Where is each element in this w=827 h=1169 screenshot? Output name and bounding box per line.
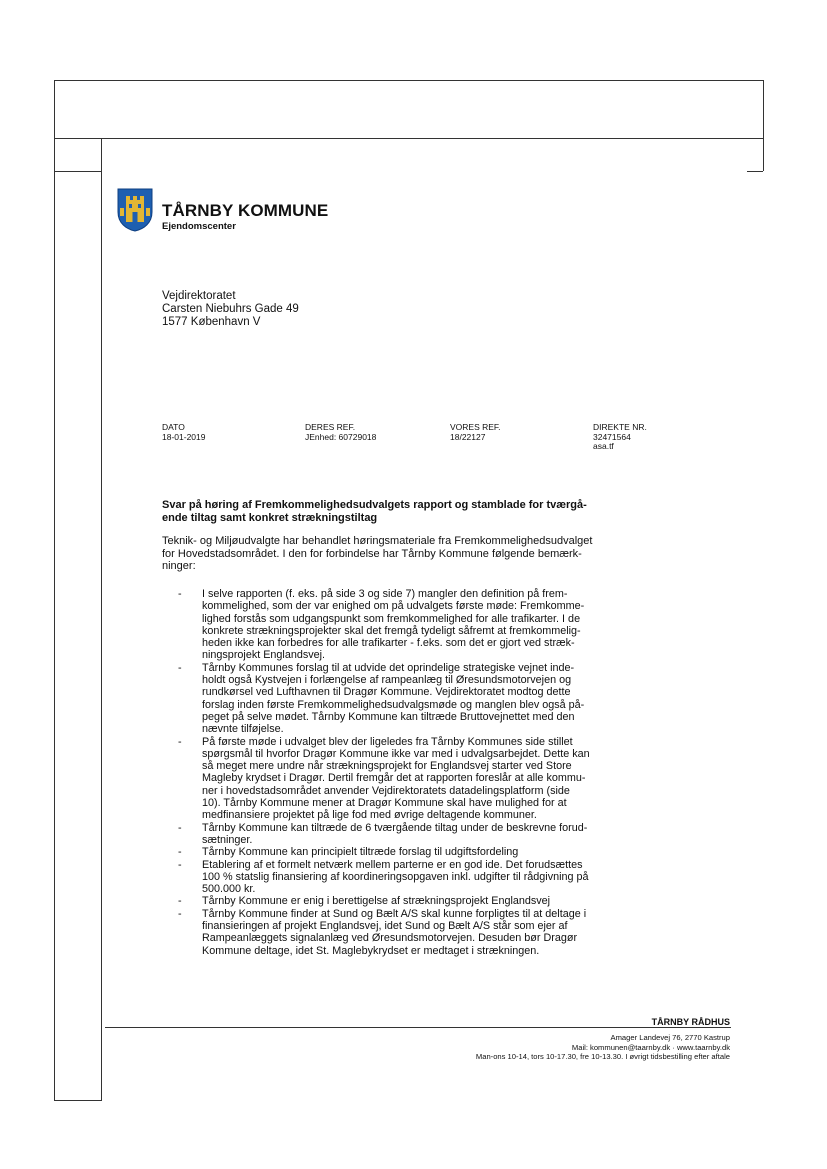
frame-header-divider bbox=[54, 138, 764, 139]
meta-direct-number bbox=[593, 423, 647, 452]
remark-line: rundkørsel ved Lufthavnen til Dragør Kommune. Vejdirektoratet modtog dette bbox=[202, 686, 571, 699]
remark-item bbox=[178, 822, 618, 847]
remark-line: heden ikke kan forbedres for alle trafikarter - f.eks. som det er gjort ved stræk- bbox=[202, 637, 575, 650]
remark-line: ningsprojekt Englandsvej. bbox=[202, 649, 326, 662]
frame-margin-line bbox=[101, 138, 102, 1101]
remark-line: Tårnby Kommunes forslag til at udvide det oprindelige strategiske vejnet inde- bbox=[202, 661, 575, 674]
remark-line: medfinansiere projektet på lige fod med øvrige deltagende kommuner. bbox=[202, 809, 537, 822]
intro-line: Teknik- og Miljøudvalgte har behandlet høringsmateriale fra Fremkommelighedsudvalget bbox=[162, 535, 593, 547]
remark-item bbox=[178, 588, 618, 662]
intro-paragraph bbox=[162, 535, 612, 573]
frame-top-border bbox=[54, 80, 764, 81]
remark-line: Tårnby Kommune er enig i berettigelse af strækningsprojekt Englandsvej bbox=[202, 895, 551, 908]
frame-left-border bbox=[54, 80, 55, 1101]
your-ref-label: DERES REF. bbox=[305, 422, 356, 432]
footer-contact: Mail: kommunen@taarnby.dk · www.taarnby.dk bbox=[571, 1042, 730, 1052]
remark-line: 100 % statslig finansiering af koordineringsopgaven inkl. udgifter til rådgivning på bbox=[202, 870, 589, 883]
bullet-dash: - bbox=[178, 895, 182, 908]
recipient-city: 1577 København V bbox=[162, 316, 261, 328]
date-value: 18-01-2019 bbox=[162, 431, 206, 442]
remark-line: 500.000 kr. bbox=[202, 883, 256, 896]
remark-line: Tårnby Kommune kan tiltræde de 6 tværgående tiltag under de beskrevne forud- bbox=[202, 821, 588, 834]
recipient-name: Vejdirektoratet bbox=[162, 290, 236, 302]
remark-line: På første møde i udvalget blev der ligeledes fra Tårnby Kommunes side stillet bbox=[202, 735, 573, 748]
remark-item bbox=[178, 908, 618, 957]
bullet-dash: - bbox=[178, 588, 182, 600]
remark-item bbox=[178, 859, 618, 896]
remark-line: Tårnby Kommune kan principielt tiltræde forslag til udgiftsfordeling bbox=[202, 846, 519, 859]
department-name: Ejendomscenter bbox=[162, 221, 236, 232]
frame-tick-left bbox=[54, 171, 101, 172]
remark-line: finansieringen af projekt Englandsvej, idet Sund og Bælt A/S står som ejer af bbox=[202, 920, 568, 933]
subject-line: ende tiltag samt konkret strækningstiltag bbox=[162, 512, 378, 524]
remark-item bbox=[178, 736, 618, 822]
frame-tick-right bbox=[747, 171, 763, 172]
direct-number-label: DIREKTE NR. bbox=[593, 422, 647, 432]
footer-title: TÅRNBY RÅDHUS bbox=[651, 1017, 730, 1027]
our-ref-label: VORES REF. bbox=[450, 422, 501, 432]
case-initials: asa.tf bbox=[593, 441, 614, 451]
remark-line: lighed forstås som udgangspunkt som fremkommelighed for alle trafikarter. I de bbox=[202, 612, 581, 625]
meta-our-ref bbox=[450, 423, 501, 442]
remark-line: peget på selve mødet. Tårnby Kommune kan tiltræde Bruttovejnettet med den bbox=[202, 710, 575, 723]
municipality-shield-logo bbox=[117, 188, 153, 232]
remark-item bbox=[178, 846, 618, 858]
our-ref-value: 18/22127 bbox=[450, 431, 486, 442]
remark-line: sætninger. bbox=[202, 833, 253, 846]
date-label: DATO bbox=[162, 422, 185, 432]
footer-opening-hours: Man-ons 10-14, tors 10-17.30, fre 10-13.30. I øvrigt tidsbestilling efter aftale bbox=[475, 1052, 730, 1061]
footer-divider bbox=[105, 1027, 731, 1028]
bullet-dash: - bbox=[178, 846, 182, 859]
remark-line: ner i hovedstadsområdet anvender Vejdirektoratets datadelingsplatform (side bbox=[202, 784, 570, 797]
bullet-dash: - bbox=[178, 735, 182, 748]
bullet-dash: - bbox=[178, 821, 182, 834]
remark-line: forslag inden første Fremkommelighedsudvalgsmøde og manglen blev også på- bbox=[202, 698, 585, 711]
intro-line: for Hovedstadsområdet. I den for forbindelse har Tårnby Kommune følgende bemærk- bbox=[162, 547, 582, 560]
remark-item bbox=[178, 662, 618, 736]
remarks-list bbox=[178, 588, 618, 957]
recipient-address bbox=[162, 290, 299, 329]
meta-date bbox=[162, 423, 205, 442]
remark-line: Tårnby Kommune finder at Sund og Bælt A/S skal kunne forpligtes til at deltage i bbox=[202, 907, 587, 920]
remark-line: 10). Tårnby Kommune mener at Dragør Kommune skal have mulighed for at bbox=[202, 797, 567, 810]
remark-line: I selve rapporten (f. eks. på side 3 og side 7) mangler den definition på frem- bbox=[202, 588, 568, 600]
subject-line: Svar på høring af Fremkommelighedsudvalgets rapport og stamblade for tværgå- bbox=[162, 499, 587, 511]
frame-right-border bbox=[763, 80, 764, 171]
remark-line: Etablering af et formelt netværk mellem parterne er en god ide. Det forudsættes bbox=[202, 858, 583, 871]
remark-line: så meget mere undre når strækningsprojekt for Englandsvej starter ved Store bbox=[202, 760, 572, 773]
bullet-dash: - bbox=[178, 858, 182, 871]
remark-line: Kommune deltage, idet St. Maglebykrydset er medtaget i strækningen. bbox=[202, 944, 540, 957]
remark-item bbox=[178, 895, 618, 907]
frame-bottom-border bbox=[54, 1100, 102, 1101]
remark-line: Rampeanlæggets signalanlæg ved Øresundsmotorvejen. Desuden bør Dragør bbox=[202, 932, 578, 945]
your-ref-value: JEnhed: 60729018 bbox=[305, 431, 377, 442]
bullet-dash: - bbox=[178, 907, 182, 920]
remark-line: Magleby krydset i Dragør. Dertil fremgår det at rapporten foreslår at alle kommu- bbox=[202, 772, 586, 785]
letter-subject bbox=[162, 499, 612, 525]
remark-line: kommelighed, som der var enighed om på udvalgets første møde: Fremkomme- bbox=[202, 600, 585, 613]
remark-line: spørgsmål til hvorfor Dragør Kommune ikke var med i udvalgsarbejdet. Dette kan bbox=[202, 747, 590, 760]
footer-contact-block bbox=[476, 1033, 730, 1062]
bullet-dash: - bbox=[178, 661, 182, 674]
meta-your-ref bbox=[305, 423, 376, 442]
organization-name: TÅRNBY KOMMUNE bbox=[162, 201, 329, 220]
remark-line: holdt også Kystvejen i forlængelse af rampeanlæg til Øresundsmotorvejen og bbox=[202, 674, 572, 687]
direct-number-value: 32471564 bbox=[593, 431, 631, 442]
remark-line: nævnte tilføjelse. bbox=[202, 723, 284, 736]
remark-line: konkrete strækningsprojekter skal det fremgå tydeligt såfremt at fremkommelig- bbox=[202, 624, 581, 637]
recipient-street: Carsten Niebuhrs Gade 49 bbox=[162, 303, 299, 315]
intro-line: ninger: bbox=[162, 560, 196, 572]
footer-address: Amager Landevej 76, 2770 Kastrup bbox=[610, 1033, 730, 1042]
